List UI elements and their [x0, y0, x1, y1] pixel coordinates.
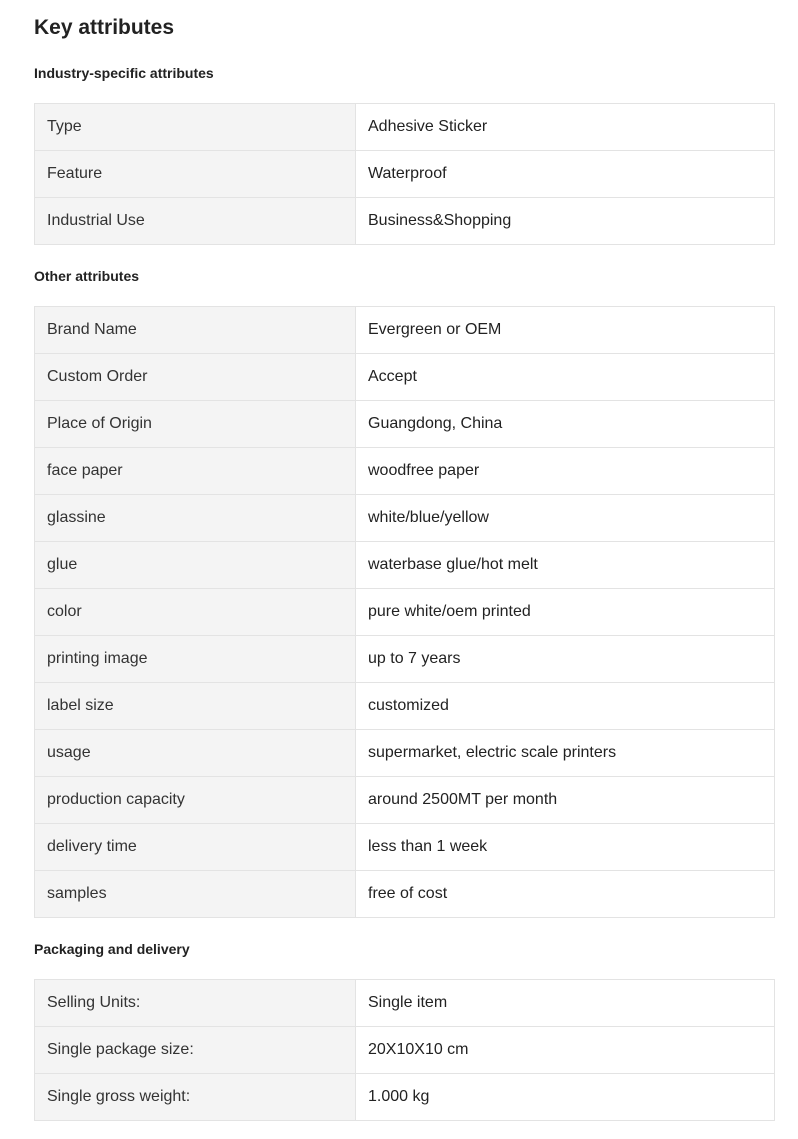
attribute-value: Evergreen or OEM	[356, 307, 775, 354]
table-row	[35, 401, 775, 448]
attribute-value: Accept	[356, 354, 775, 401]
table-row	[35, 1027, 775, 1074]
table-row	[35, 589, 775, 636]
table-row	[35, 495, 775, 542]
attribute-name: usage	[35, 730, 356, 777]
attribute-name: delivery time	[35, 824, 356, 871]
attribute-name: Place of Origin	[35, 401, 356, 448]
attribute-value: around 2500MT per month	[356, 777, 775, 824]
attribute-value: customized	[356, 683, 775, 730]
attribute-name: glue	[35, 542, 356, 589]
page-title: Key attributes	[34, 16, 175, 39]
attribute-value: Single item	[356, 980, 775, 1027]
attribute-name: Type	[35, 104, 356, 151]
attribute-name: label size	[35, 683, 356, 730]
table-row	[35, 980, 775, 1027]
table-row	[35, 448, 775, 495]
attribute-value: woodfree paper	[356, 448, 775, 495]
attribute-name: Industrial Use	[35, 198, 356, 245]
table-row	[35, 636, 775, 683]
table-row	[35, 730, 775, 777]
attribute-name: face paper	[35, 448, 356, 495]
table-row	[35, 683, 775, 730]
attribute-value: pure white/oem printed	[356, 589, 775, 636]
attribute-value: Adhesive Sticker	[356, 104, 775, 151]
attribute-value: Waterproof	[356, 151, 775, 198]
attribute-name: production capacity	[35, 777, 356, 824]
attribute-name: Feature	[35, 151, 356, 198]
table-row	[35, 354, 775, 401]
table-row	[35, 307, 775, 354]
table-row	[35, 198, 775, 245]
attribute-value: 1.000 kg	[356, 1074, 775, 1121]
attribute-name: glassine	[35, 495, 356, 542]
industry-attributes-table	[34, 103, 775, 245]
attribute-name: color	[35, 589, 356, 636]
table-row	[35, 824, 775, 871]
attribute-name: samples	[35, 871, 356, 918]
section-title-industry: Industry-specific attributes	[34, 65, 214, 81]
section-title-other: Other attributes	[34, 268, 140, 284]
table-row	[35, 542, 775, 589]
attribute-name: Single gross weight:	[35, 1074, 356, 1121]
attribute-value: Guangdong, China	[356, 401, 775, 448]
attribute-name: Single package size:	[35, 1027, 356, 1074]
attribute-value: free of cost	[356, 871, 775, 918]
table-row	[35, 1074, 775, 1121]
table-row	[35, 151, 775, 198]
attribute-value: supermarket, electric scale printers	[356, 730, 775, 777]
table-row	[35, 871, 775, 918]
attribute-value: 20X10X10 cm	[356, 1027, 775, 1074]
attribute-value: waterbase glue/hot melt	[356, 542, 775, 589]
attribute-value: less than 1 week	[356, 824, 775, 871]
section-title-packaging: Packaging and delivery	[34, 941, 190, 957]
attribute-name: Brand Name	[35, 307, 356, 354]
attribute-value: white/blue/yellow	[356, 495, 775, 542]
attribute-value: up to 7 years	[356, 636, 775, 683]
table-row	[35, 777, 775, 824]
other-attributes-table	[34, 306, 775, 918]
attribute-value: Business&Shopping	[356, 198, 775, 245]
attribute-name: printing image	[35, 636, 356, 683]
table-row	[35, 104, 775, 151]
attribute-name: Selling Units:	[35, 980, 356, 1027]
attribute-name: Custom Order	[35, 354, 356, 401]
packaging-attributes-table	[34, 979, 775, 1121]
